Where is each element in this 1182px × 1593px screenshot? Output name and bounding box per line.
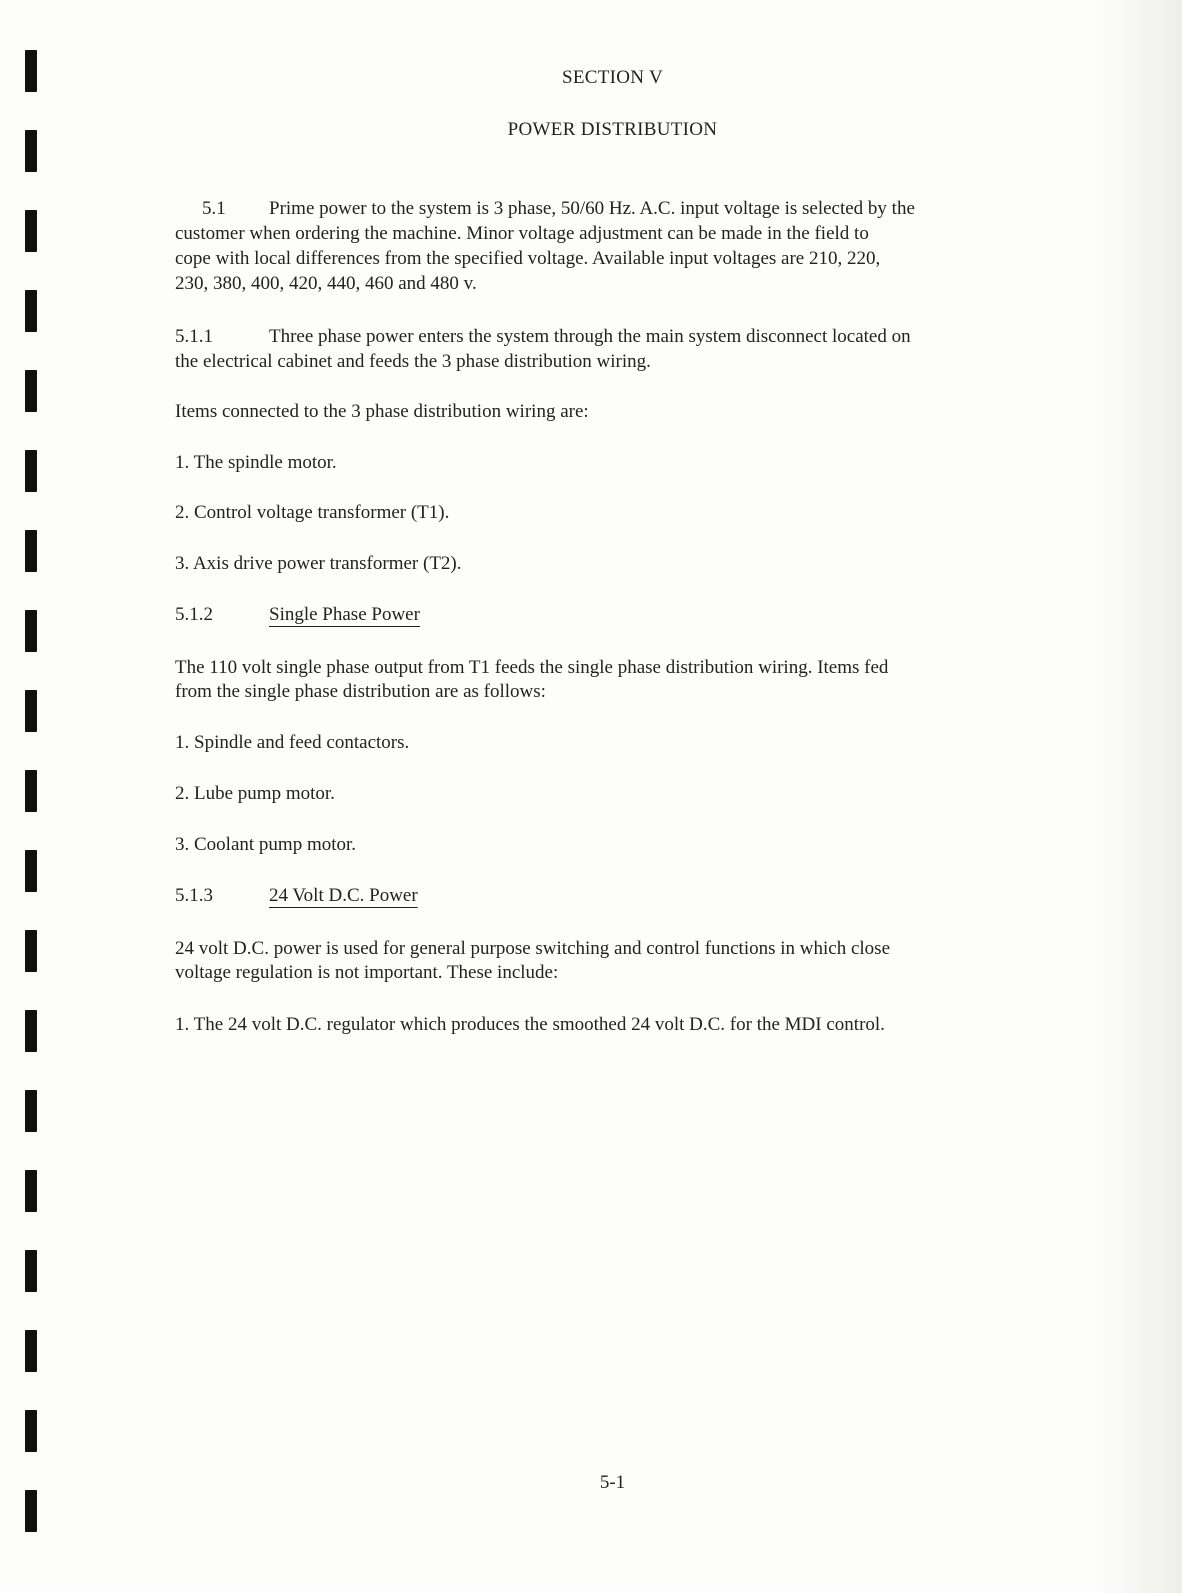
binder-mark xyxy=(25,210,37,252)
section-label: SECTION V xyxy=(561,67,664,88)
binder-mark xyxy=(25,530,37,572)
para-5-1-number: 5.1 xyxy=(202,198,226,219)
single-phase-item-2: 2. Lube pump motor. xyxy=(175,783,335,804)
para-5-1-text-1: Prime power to the system is 3 phase, 50/60 Hz. A.C. input voltage is selected by the xyxy=(269,198,915,219)
subsection-5-1-2-title: Single Phase Power xyxy=(269,604,420,625)
single-phase-item-1: 1. Spindle and feed contactors. xyxy=(175,732,410,753)
para-5-1-1-text-1: Three phase power enters the system through the main system disconnect located on xyxy=(269,326,911,347)
single-phase-text-line-2: from the single phase distribution are as follows: xyxy=(175,681,546,702)
three-phase-intro: Items connected to the 3 phase distribution wiring are: xyxy=(175,401,589,422)
binder-mark xyxy=(25,1250,37,1292)
para-5-1-line-1 xyxy=(175,196,915,221)
three-phase-item-3: 3. Axis drive power transformer (T2). xyxy=(175,553,462,574)
binder-mark xyxy=(25,1010,37,1052)
page-number: 5-1 xyxy=(599,1472,626,1493)
subsection-5-1-2 xyxy=(175,602,420,627)
three-phase-item-1: 1. The spindle motor. xyxy=(175,452,337,473)
binder-mark xyxy=(25,770,37,812)
dc-item-1: 1. The 24 volt D.C. regulator which produces the smoothed 24 volt D.C. for the MDI control. xyxy=(175,1014,885,1035)
para-5-1-line-3: cope with local differences from the specified voltage. Available input voltages are 210, 220, xyxy=(175,248,881,269)
binder-mark xyxy=(25,1330,37,1372)
binder-hole-marks xyxy=(25,0,39,1593)
single-phase-text-line-1: The 110 volt single phase output from T1 feeds the single phase distribution wiring. Items fed xyxy=(175,657,889,678)
binder-mark xyxy=(25,450,37,492)
dc-text-line-1: 24 volt D.C. power is used for general purpose switching and control functions in which close xyxy=(175,938,890,959)
para-5-1-1-number: 5.1.1 xyxy=(175,326,213,347)
binder-mark xyxy=(25,690,37,732)
single-phase-item-3: 3. Coolant pump motor. xyxy=(175,834,357,855)
subsection-5-1-3 xyxy=(175,883,418,908)
subsection-5-1-3-title: 24 Volt D.C. Power xyxy=(269,885,418,906)
binder-mark xyxy=(25,850,37,892)
binder-mark xyxy=(25,610,37,652)
para-5-1-line-4: 230, 380, 400, 420, 440, 460 and 480 v. xyxy=(175,273,477,294)
binder-mark xyxy=(25,370,37,412)
para-5-1-1-line-1 xyxy=(175,324,911,349)
binder-mark xyxy=(25,1490,37,1532)
page-edge-shadow xyxy=(1092,0,1182,1593)
binder-mark xyxy=(25,290,37,332)
para-5-1-1-line-2: the electrical cabinet and feeds the 3 phase distribution wiring. xyxy=(175,351,651,372)
binder-mark xyxy=(25,930,37,972)
binder-mark xyxy=(25,1410,37,1452)
subsection-5-1-2-number: 5.1.2 xyxy=(175,604,213,625)
binder-mark xyxy=(25,1170,37,1212)
para-5-1-line-2: customer when ordering the machine. Minor voltage adjustment can be made in the field to xyxy=(175,223,869,244)
section-title: POWER DISTRIBUTION xyxy=(507,119,718,140)
dc-text-line-2: voltage regulation is not important. These include: xyxy=(175,962,559,983)
three-phase-item-2: 2. Control voltage transformer (T1). xyxy=(175,502,450,523)
binder-mark xyxy=(25,1090,37,1132)
subsection-5-1-3-number: 5.1.3 xyxy=(175,885,213,906)
